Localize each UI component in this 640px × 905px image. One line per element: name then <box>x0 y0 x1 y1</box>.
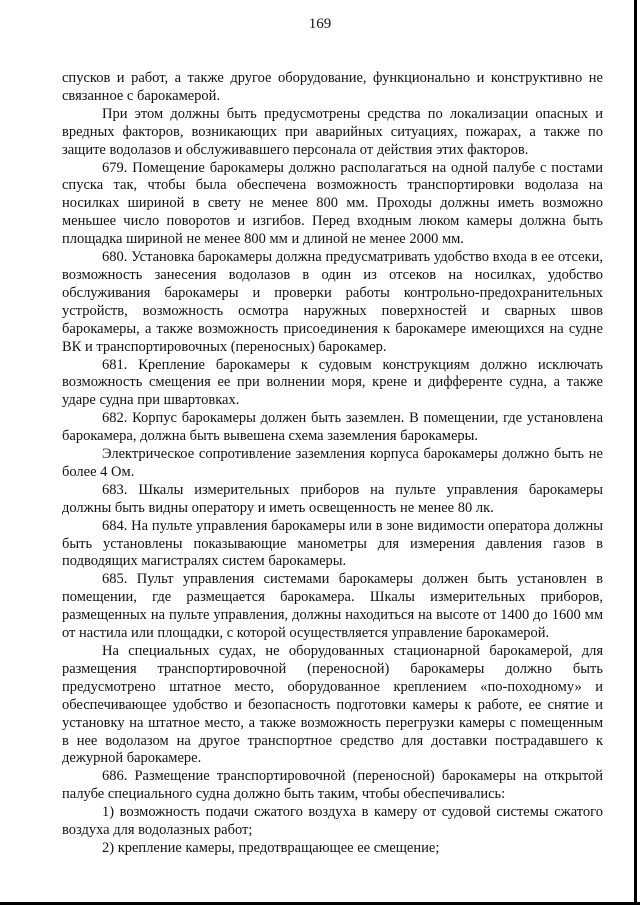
paragraph-continuation: спусков и работ, а также другое оборудование, функционально и конструктивно не связанное с барокамерой. <box>62 70 603 104</box>
paragraph-686: 686. Размещение транспортировочной (переносной) барокамеры на открытой палубе специального судна должно быть таким, чтобы обеспечивались: <box>62 768 603 803</box>
scan-border-right <box>634 0 637 905</box>
paragraph-special-vessels: На специальных судах, не оборудованных стационарной барокамерой, для размещения транспортировочной (переносной) барокамеры должно быть предусмотрено штатное место, оборудованное креплением «по-походному» и обеспечивающее удобство и безопасность подготовки камеры к работе, ее снятие и установку на штатное место, а также возможность перегрузки камеры с помещенным в нее водолазом на другое транспортное средство для доставки пострадавшего к дежурной барокамере. <box>62 643 603 767</box>
paragraph-680: 680. Установка барокамеры должна предусматривать удобство входа в ее отсеки, возможность занесения водолазов в один из отсеков на носилках, удобство обслуживания барокамеры и проверки работы контрольно-предохранительных устройств, возможность осмотра наружных поверхностей и сварных швов барокамеры, а также возможность присоединения к барокамере имеющихся на судне ВК и транспортировочных (переносных) барокамер. <box>62 249 603 355</box>
paragraph-685: 685. Пульт управления системами барокамеры должен быть установлен в помещении, где размещается барокамера. Шкалы измерительных приборов, размещенных на пульте управления, должны находиться на высоте от 1400 до 1600 мм от настила или площадки, с которой осуществляется управление барокамерой. <box>62 571 603 642</box>
list-item-2: 2) крепление камеры, предотвращающее ее смещение; <box>102 839 440 856</box>
paragraph-681: 681. Крепление барокамеры к судовым конструкциям должно исключать возможность смещения ее при волнении моря, крене и дифференте судна, а также ударе судна при швартовках. <box>62 356 603 409</box>
page-number: 169 <box>308 16 332 32</box>
paragraph-679: 679. Помещение барокамеры должно располагаться на одной палубе с постами спуска так, чтобы была обеспечена возможность транспортировки водолаза на носилках шириной в свету не менее 800 мм. Проходы должны иметь возможно меньшее число поворотов и изгибов. Перед входным люком камеры должна быть площадка шириной не менее 800 мм и длиной не менее 2000 мм. <box>62 159 603 248</box>
document-body <box>62 70 603 858</box>
paragraph-684: 684. На пульте управления барокамеры или в зоне видимости оператора должны быть установлены показывающие манометры для измерения давления газов в подводящих магистралях систем барокамеры. <box>62 517 603 570</box>
paragraph-hazard-localization: При этом должны быть предусмотрены средства по локализации опасных и вредных факторов, возникающих при аварийных ситуациях, пожарах, а также по защите водолазов и обслуживавшего персонала от действия этих факторов. <box>62 105 603 158</box>
paragraph-683: 683. Шкалы измерительных приборов на пульте управления барокамеры должны быть видны оператору и иметь освещенность не менее 80 лк. <box>62 481 603 516</box>
paragraph-682: 682. Корпус барокамеры должен быть заземлен. В помещении, где установлена барокамера, должна быть вывешена схема заземления барокамеры. <box>62 410 603 445</box>
paragraph-grounding-resistance: Электрическое сопротивление заземления корпуса барокамеры должно быть не более 4 Ом. <box>62 446 603 480</box>
list-item-1: 1) возможность подачи сжатого воздуха в камеру от судовой системы сжатого воздуха для водолазных работ; <box>62 804 603 839</box>
